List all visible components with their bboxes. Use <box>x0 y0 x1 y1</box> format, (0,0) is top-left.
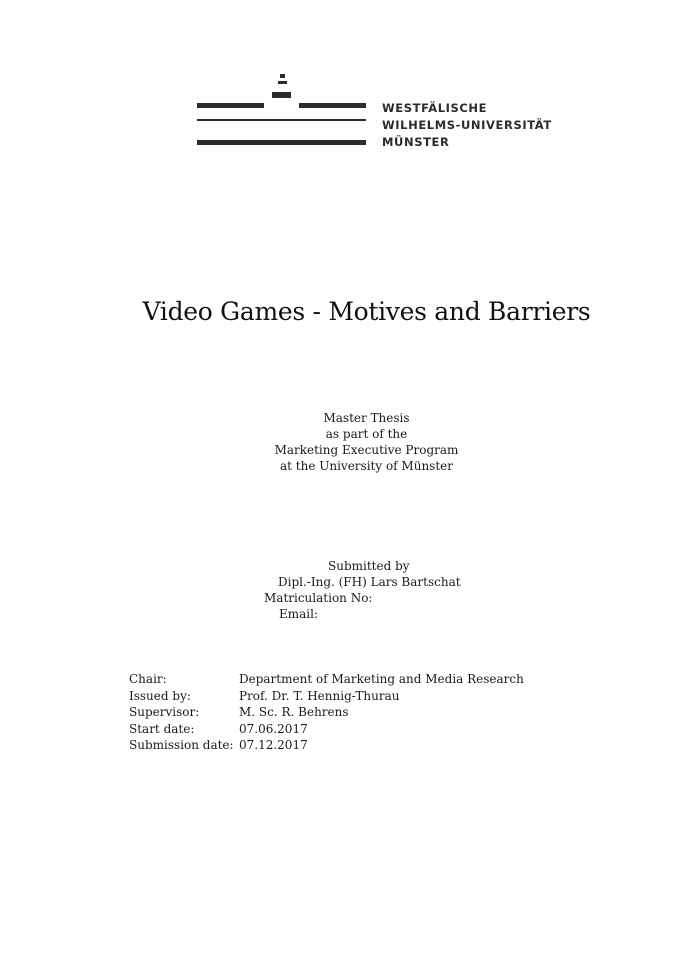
thesis-line-3: Marketing Executive Program <box>274 443 459 457</box>
detail-label: Supervisor: <box>129 705 200 719</box>
detail-label: Issued by: <box>129 688 191 703</box>
details-row-issued-by <box>129 688 524 705</box>
thesis-description <box>0 410 690 474</box>
email-label: Email: <box>279 607 319 621</box>
thesis-line-1: Master Thesis <box>323 411 410 425</box>
logo-bar-right <box>299 103 366 108</box>
detail-value: M. Sc. R. Behrens <box>239 705 349 719</box>
detail-value: Department of Marketing and Media Research <box>239 672 524 686</box>
thesis-details-table <box>129 671 524 754</box>
details-row-start-date <box>129 721 524 738</box>
thesis-title: Video Games - Motives and Barriers <box>142 297 591 326</box>
author-name: Dipl.-Ing. (FH) Lars Bartschat <box>278 575 461 589</box>
detail-value: 07.12.2017 <box>239 738 308 752</box>
thesis-line-2: as part of the <box>325 427 408 441</box>
logo-mark-middle <box>278 81 287 84</box>
detail-label: Start date: <box>129 721 195 736</box>
matriculation-label: Matriculation No: <box>264 591 373 605</box>
detail-label: Chair: <box>129 672 167 686</box>
detail-value: 07.06.2017 <box>239 721 308 736</box>
logo-bar-bottom <box>197 140 366 145</box>
logo-wordmark <box>382 100 552 151</box>
logo-line-3: MÜNSTER <box>382 135 450 149</box>
details-row-supervisor <box>129 704 524 721</box>
details-row-submission-date <box>129 737 524 754</box>
detail-label: Submission date: <box>129 738 234 752</box>
logo-bar-left <box>197 103 264 108</box>
submitted-by-label: Submitted by <box>328 559 410 573</box>
logo-mark-top <box>280 74 285 78</box>
logo-line-2: WILHELMS-UNIVERSITÄT <box>382 118 552 132</box>
details-row-chair <box>129 671 524 688</box>
logo-mark-block <box>272 92 291 98</box>
logo-bar-thin <box>197 119 366 121</box>
detail-value: Prof. Dr. T. Hennig-Thurau <box>239 688 400 703</box>
thesis-line-4: at the University of Münster <box>279 459 453 473</box>
logo-line-1: WESTFÄLISCHE <box>382 101 488 115</box>
university-logo <box>196 72 552 152</box>
